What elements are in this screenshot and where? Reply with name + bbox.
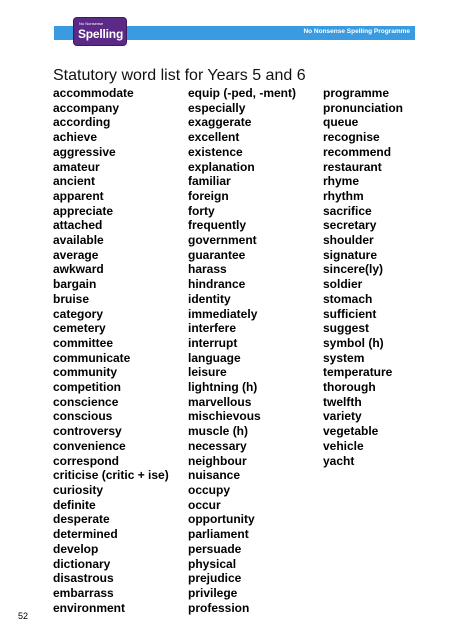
word-item: bruise xyxy=(53,291,90,306)
word-item: definite xyxy=(53,497,96,512)
word-item: excellent xyxy=(188,130,240,145)
word-item: controversy xyxy=(53,424,122,439)
word-item: forty xyxy=(188,203,215,218)
word-item: amateur xyxy=(53,159,100,174)
page-title: Statutory word list for Years 5 and 6 xyxy=(53,66,306,84)
word-item: convenience xyxy=(53,438,126,453)
word-item: profession xyxy=(188,600,250,615)
word-item: shoulder xyxy=(323,233,374,248)
word-item: privilege xyxy=(188,585,238,600)
word-item: bargain xyxy=(53,277,97,292)
word-item: twelfth xyxy=(323,394,362,409)
word-item: conscious xyxy=(53,409,113,424)
word-item: immediately xyxy=(188,306,258,321)
word-item: category xyxy=(53,306,104,321)
word-item: interfere xyxy=(188,321,237,336)
word-item: achieve xyxy=(53,130,98,145)
word-item: average xyxy=(53,247,99,262)
word-item: appreciate xyxy=(53,203,114,218)
word-item: ancient xyxy=(53,174,96,189)
word-item: vegetable xyxy=(323,424,379,439)
spelling-logo xyxy=(74,18,126,45)
word-item: pronunciation xyxy=(323,100,403,115)
word-item: leisure xyxy=(188,365,227,380)
word-item: dictionary xyxy=(53,556,111,571)
word-item: sacrifice xyxy=(323,203,372,218)
logo-small-text: No Nonsense xyxy=(79,21,104,26)
word-item: recommend xyxy=(323,144,392,159)
word-item: soldier xyxy=(323,277,363,292)
word-item: suggest xyxy=(323,321,370,336)
word-item: signature xyxy=(323,247,378,262)
word-item: interrupt xyxy=(188,335,238,350)
word-item: mischievous xyxy=(188,409,261,424)
word-item: parliament xyxy=(188,527,249,542)
word-item: criticise (critic + ise) xyxy=(53,468,169,483)
word-item: rhyme xyxy=(323,174,360,189)
word-item: equip (-ped, -ment) xyxy=(188,86,296,100)
word-item: neighbour xyxy=(188,453,247,468)
word-item: exaggerate xyxy=(188,115,252,130)
word-item: desperate xyxy=(53,512,110,527)
word-item: secretary xyxy=(323,218,377,233)
word-item: temperature xyxy=(323,365,393,380)
word-item: foreign xyxy=(188,188,229,203)
word-item: committee xyxy=(53,335,114,350)
page-number: 52 xyxy=(18,611,29,621)
word-item: persuade xyxy=(188,541,242,556)
word-item: sufficient xyxy=(323,306,377,321)
word-item: occupy xyxy=(188,482,231,497)
word-item: queue xyxy=(323,115,359,130)
word-item: apparent xyxy=(53,188,104,203)
word-item: opportunity xyxy=(188,512,255,527)
word-item: awkward xyxy=(53,262,104,277)
word-item: hindrance xyxy=(188,277,246,292)
word-column-1 xyxy=(53,86,169,615)
word-item: stomach xyxy=(323,291,373,306)
word-item: environment xyxy=(53,600,126,615)
word-item: language xyxy=(188,350,241,365)
word-item: occur xyxy=(188,497,221,512)
word-item: aggressive xyxy=(53,144,116,159)
word-item: curiosity xyxy=(53,482,104,497)
word-item: determined xyxy=(53,527,118,542)
word-item: accompany xyxy=(53,100,120,115)
word-column-3 xyxy=(323,86,403,468)
word-item: identity xyxy=(188,291,231,306)
word-item: nuisance xyxy=(188,468,241,483)
word-item: guarantee xyxy=(188,247,246,262)
word-item: restaurant xyxy=(323,159,382,174)
programme-label: No Nonsense Spelling Programme xyxy=(303,28,410,35)
word-item: especially xyxy=(188,100,246,115)
word-item: system xyxy=(323,350,365,365)
word-item: correspond xyxy=(53,453,120,468)
word-item: accommodate xyxy=(53,86,134,100)
word-item: develop xyxy=(53,541,99,556)
word-item: existence xyxy=(188,144,243,159)
word-item: embarrass xyxy=(53,585,114,600)
word-item: muscle (h) xyxy=(188,424,249,439)
word-item: programme xyxy=(323,86,390,100)
word-item: thorough xyxy=(323,380,376,395)
word-item: available xyxy=(53,233,104,248)
word-item: community xyxy=(53,365,118,380)
word-item: symbol (h) xyxy=(323,335,384,350)
logo-main-text: Spelling xyxy=(78,27,124,41)
word-item: frequently xyxy=(188,218,247,233)
word-item: prejudice xyxy=(188,571,242,586)
word-column-2 xyxy=(188,86,296,615)
word-item: vehicle xyxy=(323,438,364,453)
word-item: harass xyxy=(188,262,227,277)
word-item: conscience xyxy=(53,394,119,409)
word-item: sincere(ly) xyxy=(323,262,384,277)
word-item: government xyxy=(188,233,257,248)
word-item: familiar xyxy=(188,174,231,189)
word-item: lightning (h) xyxy=(188,380,258,395)
word-item: yacht xyxy=(323,453,355,468)
word-item: recognise xyxy=(323,130,380,145)
word-item: disastrous xyxy=(53,571,114,586)
word-item: explanation xyxy=(188,159,255,174)
word-item: according xyxy=(53,115,111,130)
word-item: necessary xyxy=(188,438,247,453)
word-item: rhythm xyxy=(323,188,364,203)
word-item: competition xyxy=(53,380,121,395)
word-item: marvellous xyxy=(188,394,252,409)
word-item: attached xyxy=(53,218,103,233)
word-item: variety xyxy=(323,409,362,424)
word-item: communicate xyxy=(53,350,131,365)
word-item: physical xyxy=(188,556,237,571)
word-item: cemetery xyxy=(53,321,106,336)
